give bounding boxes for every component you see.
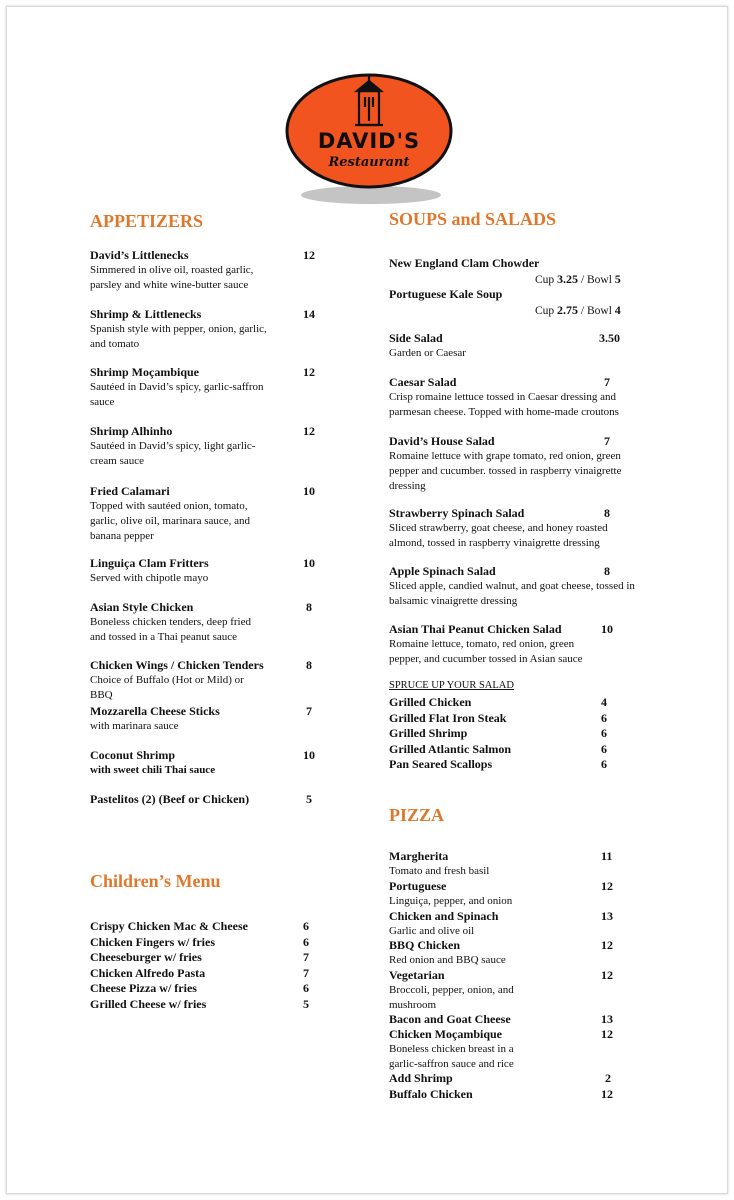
appetizer-price: 10 xyxy=(303,484,315,498)
appetizer-item xyxy=(90,792,320,807)
addon-name: Grilled Flat Iron Steak xyxy=(389,710,507,725)
kids-item-name: Crispy Chicken Mac & Cheese xyxy=(90,919,248,933)
salad-row xyxy=(389,622,659,637)
appetizer-price: 14 xyxy=(303,307,315,321)
salad-row xyxy=(389,434,659,449)
addon-name: Grilled Atlantic Salmon xyxy=(389,741,512,756)
kids-item-price: 5 xyxy=(303,996,309,1011)
spruce-up-heading: SPRUCE UP YOUR SALAD xyxy=(389,680,514,691)
salad-name: Asian Thai Peanut Chicken Salad xyxy=(389,622,562,636)
pizza-name: BBQ Chicken xyxy=(389,938,461,952)
pizza-item xyxy=(389,1071,629,1086)
bowl-label: / Bowl xyxy=(580,305,612,317)
appetizer-name: Pastelitos (2) (Beef or Chicken) xyxy=(90,792,250,806)
appetizer-row xyxy=(90,484,320,499)
appetizer-name: Chicken Wings / Chicken Tenders xyxy=(90,658,264,672)
salad-price: 3.50 xyxy=(599,331,620,345)
kids-item-price: 6 xyxy=(303,919,309,933)
appetizer-price: 12 xyxy=(303,365,315,379)
pizza-item xyxy=(389,938,629,968)
pizza-row xyxy=(389,849,629,864)
kids-item-name: Chicken Fingers w/ fries xyxy=(90,934,215,949)
kids-item-price: 7 xyxy=(303,950,309,964)
appetizer-name: Linguiça Clam Fritters xyxy=(90,556,209,570)
appetizer-price: 8 xyxy=(306,658,312,672)
salad-row xyxy=(389,564,659,579)
pizza-price: 11 xyxy=(601,849,613,863)
pizza-description: Garlic and olive oil xyxy=(389,925,475,937)
salad-description: Sliced strawberry, goat cheese, and honey roasted almond, tossed in raspberry vinaigrette dressing xyxy=(389,522,608,549)
pizza-price: 12 xyxy=(601,879,613,893)
appetizer-description: with sweet chili Thai sauce xyxy=(90,764,216,776)
appetizer-description: Sautéed in David’s spicy, garlic-saffron sauce xyxy=(90,381,264,408)
appetizer-row xyxy=(90,704,320,719)
appetizer-name: David’s Littlenecks xyxy=(90,248,189,262)
addon-price: 4 xyxy=(601,695,607,709)
pizza-description: Red onion and BBQ sauce xyxy=(389,954,506,966)
appetizer-item xyxy=(90,600,320,645)
pizza-price: 12 xyxy=(601,1087,613,1101)
salad-description: Garden or Caesar xyxy=(389,347,466,359)
salad-name: Apple Spinach Salad xyxy=(389,564,496,578)
pizza-row xyxy=(389,1012,629,1027)
appetizer-item xyxy=(90,556,320,586)
pizza-price: 13 xyxy=(601,1012,613,1026)
pizza-item xyxy=(389,1027,629,1072)
kids-item-price: 7 xyxy=(303,965,309,980)
kids-item-name: Cheeseburger w/ fries xyxy=(90,950,202,964)
salad-item xyxy=(389,375,659,420)
pizza-price: 12 xyxy=(601,968,613,982)
kids-item-name: Grilled Cheese w/ fries xyxy=(90,996,207,1011)
appetizer-description: Sautéed in David’s spicy, light garlic-cream sauce xyxy=(90,440,256,467)
logo-name: DAVID'S xyxy=(317,129,421,153)
appetizer-price: 10 xyxy=(303,556,315,570)
appetizer-price: 7 xyxy=(306,704,312,718)
salad-name: Caesar Salad xyxy=(389,375,457,389)
pizza-price: 13 xyxy=(601,909,613,923)
childrens-menu-title: Children’s Menu xyxy=(90,871,221,891)
bowl-price: 5 xyxy=(614,272,621,286)
pizza-name: Margherita xyxy=(389,849,449,863)
salad-row xyxy=(389,375,659,390)
appetizer-item xyxy=(90,424,320,469)
pizza-price: 12 xyxy=(601,938,613,952)
salad-price: 8 xyxy=(604,506,610,520)
appetizer-name: Asian Style Chicken xyxy=(90,600,194,614)
menu-page xyxy=(6,6,728,1194)
salad-item xyxy=(389,331,659,361)
kids-item-name: Cheese Pizza w/ fries xyxy=(90,981,197,995)
kids-item-name: Chicken Alfredo Pasta xyxy=(90,965,206,980)
addon-price: 6 xyxy=(601,726,607,740)
kids-item-price: 6 xyxy=(303,981,309,995)
soup-name: Portuguese Kale Soup xyxy=(389,287,503,301)
appetizer-row xyxy=(90,600,320,615)
appetizer-description: Served with chipotle mayo xyxy=(90,572,209,584)
pizza-item xyxy=(389,849,629,879)
addon-name: Grilled Chicken xyxy=(389,695,472,709)
addon-price: 6 xyxy=(601,757,607,771)
salad-item xyxy=(389,506,659,551)
cup-price: 3.25 xyxy=(557,272,579,286)
appetizer-item xyxy=(90,307,320,352)
salad-row xyxy=(389,506,659,521)
appetizer-description: Topped with sautéed onion, tomato, garlic, olive oil, marinara sauce, and banana pepper xyxy=(90,500,251,542)
appetizer-name: Shrimp Alhinho xyxy=(90,424,173,438)
pizza-description: Linguiça, pepper, and onion xyxy=(389,895,513,907)
salad-description: Crisp romaine lettuce tossed in Caesar dressing and parmesan cheese. Topped with home-made croutons xyxy=(389,391,619,418)
appetizer-price: 12 xyxy=(303,424,315,438)
appetizer-name: Fried Calamari xyxy=(90,484,170,498)
salad-description: Sliced apple, candied walnut, and goat cheese, tossed in balsamic vinaigrette dressing xyxy=(389,580,635,607)
pizza-name: Chicken and Spinach xyxy=(389,909,499,923)
addon-name: Pan Seared Scallops xyxy=(389,757,493,771)
pizza-price: 2 xyxy=(605,1071,611,1085)
appetizer-item xyxy=(90,365,320,410)
appetizer-row xyxy=(90,248,320,263)
appetizer-description: Choice of Buffalo (Hot or Mild) or BBQ xyxy=(90,674,244,701)
pizza-item xyxy=(389,1087,629,1102)
salad-price: 8 xyxy=(604,564,610,578)
kids-item-price: 6 xyxy=(303,934,309,949)
pizza-item xyxy=(389,1012,629,1027)
pizza-name: Chicken Moçambique xyxy=(389,1027,503,1041)
salad-name: Side Salad xyxy=(389,331,443,345)
salad-name: Strawberry Spinach Salad xyxy=(389,506,525,520)
pizza-row xyxy=(389,938,629,953)
pizza-name: Portuguese xyxy=(389,879,447,893)
appetizer-item xyxy=(90,248,320,293)
pizza-row xyxy=(389,879,629,894)
addon-price: 6 xyxy=(601,710,607,725)
addon-price: 6 xyxy=(601,741,607,756)
soup-cup-bowl xyxy=(535,303,621,318)
cup-label: Cup xyxy=(535,305,555,317)
pizza-name: Buffalo Chicken xyxy=(389,1087,473,1101)
salad-row xyxy=(389,331,659,346)
pizza-name: Add Shrimp xyxy=(389,1071,453,1085)
salad-item xyxy=(389,564,659,609)
pizza-row xyxy=(389,909,629,924)
appetizer-item xyxy=(90,748,320,778)
cup-label: Cup xyxy=(535,274,555,286)
appetizer-name: Shrimp & Littlenecks xyxy=(90,307,202,321)
appetizer-price: 5 xyxy=(306,792,312,806)
salad-description: Romaine lettuce, tomato, red onion, green pepper, and cucumber tossed in Asian sauce xyxy=(389,638,583,665)
appetizer-name: Shrimp Moçambique xyxy=(90,365,200,379)
pizza-price: 12 xyxy=(601,1027,613,1041)
appetizer-row xyxy=(90,424,320,439)
soup-cup-bowl xyxy=(535,272,621,287)
pizza-item xyxy=(389,879,629,909)
pizza-name: Bacon and Goat Cheese xyxy=(389,1012,511,1026)
pizza-item xyxy=(389,968,629,1013)
cup-price: 2.75 xyxy=(557,303,579,317)
appetizer-row xyxy=(90,307,320,322)
appetizer-price: 10 xyxy=(303,748,315,762)
pizza-name: Vegetarian xyxy=(389,968,445,982)
bowl-price: 4 xyxy=(614,303,621,317)
pizza-description: Tomato and fresh basil xyxy=(389,865,490,877)
appetizers-title: APPETIZERS xyxy=(90,211,204,231)
pizza-row xyxy=(389,1027,629,1042)
addon-name: Grilled Shrimp xyxy=(389,726,468,740)
salad-price: 10 xyxy=(601,622,613,636)
appetizer-row xyxy=(90,792,320,807)
pizza-description: Broccoli, pepper, onion, and mushroom xyxy=(389,984,514,1011)
salad-name: David’s House Salad xyxy=(389,434,495,448)
pizza-row xyxy=(389,1071,629,1086)
pizza-row xyxy=(389,1087,629,1102)
logo-subtitle: Restaurant xyxy=(328,155,410,170)
appetizer-description: Simmered in olive oil, roasted garlic, parsley and white wine-butter sauce xyxy=(90,264,254,291)
pizza-title: PIZZA xyxy=(389,805,445,825)
salad-price: 7 xyxy=(604,434,610,448)
bowl-label: / Bowl xyxy=(580,274,612,286)
soup-name: New England Clam Chowder xyxy=(389,256,540,270)
appetizer-item xyxy=(90,658,320,703)
appetizer-row xyxy=(90,365,320,380)
appetizer-description: Spanish style with pepper, onion, garlic, and tomato xyxy=(90,323,267,350)
appetizer-item xyxy=(90,704,320,734)
pizza-row xyxy=(389,968,629,983)
restaurant-logo xyxy=(283,67,455,207)
pizza-item xyxy=(389,909,629,939)
soups-salads-title: SOUPS and SALADS xyxy=(389,209,557,229)
appetizer-price: 12 xyxy=(303,248,315,262)
appetizer-row xyxy=(90,748,320,763)
appetizer-item xyxy=(90,484,320,544)
appetizer-row xyxy=(90,556,320,571)
appetizer-name: Coconut Shrimp xyxy=(90,748,176,762)
appetizer-description: with marinara sauce xyxy=(90,720,179,732)
appetizer-description: Boneless chicken tenders, deep fried and tossed in a Thai peanut sauce xyxy=(90,616,251,643)
appetizer-price: 8 xyxy=(306,600,312,614)
salad-item xyxy=(389,434,659,494)
salad-item xyxy=(389,622,659,667)
salad-description: Romaine lettuce with grape tomato, red onion, green pepper and cucumber. tossed in raspberry vinaigrette dressing xyxy=(389,450,622,492)
salad-price: 7 xyxy=(604,375,610,389)
pizza-description: Boneless chicken breast in a garlic-saffron sauce and rice xyxy=(389,1043,514,1070)
appetizer-row xyxy=(90,658,320,673)
appetizer-name: Mozzarella Cheese Sticks xyxy=(90,704,220,718)
